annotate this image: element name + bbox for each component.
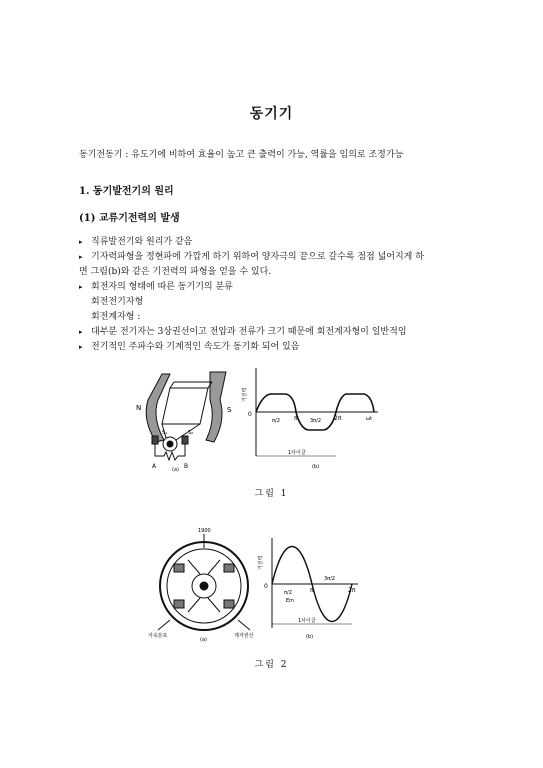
- tick-pi: π: [294, 415, 298, 422]
- bullet-marker-icon: ▸: [79, 328, 83, 336]
- period-label: 1사이클: [298, 618, 316, 624]
- section-heading: 1. 동기발전기의 원리: [79, 186, 174, 197]
- figure-1: [130, 360, 390, 472]
- sine-waveform: [272, 538, 358, 628]
- bullet-marker-icon: ▸: [79, 343, 83, 351]
- generator-diagram: [146, 372, 226, 460]
- bullet-marker-icon: ▸: [79, 238, 83, 246]
- bullet-marker-icon: ▸: [79, 253, 83, 261]
- bullet-text: 기자력파형을 정현파에 가깝게 하기 위하여 양자극의 끝으로 갈수록 점점 넓어지게 하: [91, 252, 424, 262]
- bullet-item: [79, 235, 469, 250]
- bullet-item: [79, 340, 469, 355]
- waveform-origin: 0: [248, 411, 252, 418]
- subfigure-b-label: (b): [312, 464, 320, 470]
- subfigure-b-label: (b): [306, 634, 314, 640]
- subfigure-a-label: (a): [200, 637, 207, 642]
- square-waveform: [256, 368, 378, 456]
- bullet-text: 전기적인 주파수와 기계적인 속도가 동기화 되어 있음: [91, 342, 300, 352]
- terminal-a-label: A: [152, 463, 157, 470]
- tick-2pi: 2π: [348, 587, 356, 594]
- tick-pi-half: π/2: [272, 418, 280, 424]
- bullet-item: [79, 325, 469, 340]
- rotor-right-label: 계자권선: [234, 633, 254, 639]
- bullet-item: [79, 250, 469, 265]
- bullet-subitem: 회전계자형 :: [91, 312, 141, 322]
- pole-n-label: N: [136, 404, 142, 412]
- pole-s-label: S: [227, 406, 232, 414]
- rotor-left-label: 자속분포: [148, 633, 168, 639]
- slip-ring-s1-label: S₁: [162, 430, 168, 436]
- tick-3pi-half: 3π/2: [324, 576, 336, 582]
- tick-pi: π: [310, 587, 314, 594]
- tick-2pi: 2π: [334, 415, 342, 422]
- figure-1-caption: 그림 1: [254, 489, 289, 499]
- subfigure-a-label: (a): [172, 467, 179, 472]
- bullet-subitem: 회전전기자형: [91, 297, 144, 307]
- bullet-list: [79, 235, 469, 355]
- figure-2-caption: 그림 2: [254, 660, 289, 670]
- waveform-ylabel: 기전력: [242, 387, 248, 402]
- bullet-item: [79, 280, 469, 295]
- bullet-marker-icon: ▸: [79, 283, 83, 291]
- figure-2: [148, 524, 368, 642]
- bullet-text: 대부분 전기자는 3상권선이고 전압과 전류가 크기 때문에 회전계자형이 일반적임: [91, 327, 407, 337]
- bullet-text: 회전자의 형태에 따른 동기기의 분류: [91, 282, 233, 292]
- waveform-origin: 0: [264, 583, 268, 590]
- em-label: Em: [286, 598, 295, 604]
- intro-text: 동기전동기 : 유도기에 비하여 효율이 높고 큰 출력이 가능, 역률을 임의로 조정가능: [79, 150, 404, 160]
- period-label: 1사이클: [288, 450, 306, 456]
- rotor-diagram: [158, 534, 250, 630]
- tick-pi-half: π/2: [284, 590, 292, 596]
- slip-ring-s2-label: S₂: [188, 430, 194, 436]
- bullet-continuation: 면 그림(b)와 같은 기전력의 파형을 얻을 수 있다.: [79, 267, 272, 277]
- rotor-top-label: 1900: [198, 528, 211, 534]
- tick-3pi-half: 3π/2: [310, 418, 322, 424]
- page-title: 동기기: [249, 106, 294, 122]
- x-var-label: ωt: [366, 416, 373, 422]
- waveform-ylabel: 기전력: [258, 555, 264, 570]
- bullet-text: 직류발전기와 원리가 같음: [91, 237, 193, 247]
- terminal-b-label: B: [184, 463, 189, 470]
- subsection-heading: (1) 교류기전력의 발생: [79, 213, 180, 224]
